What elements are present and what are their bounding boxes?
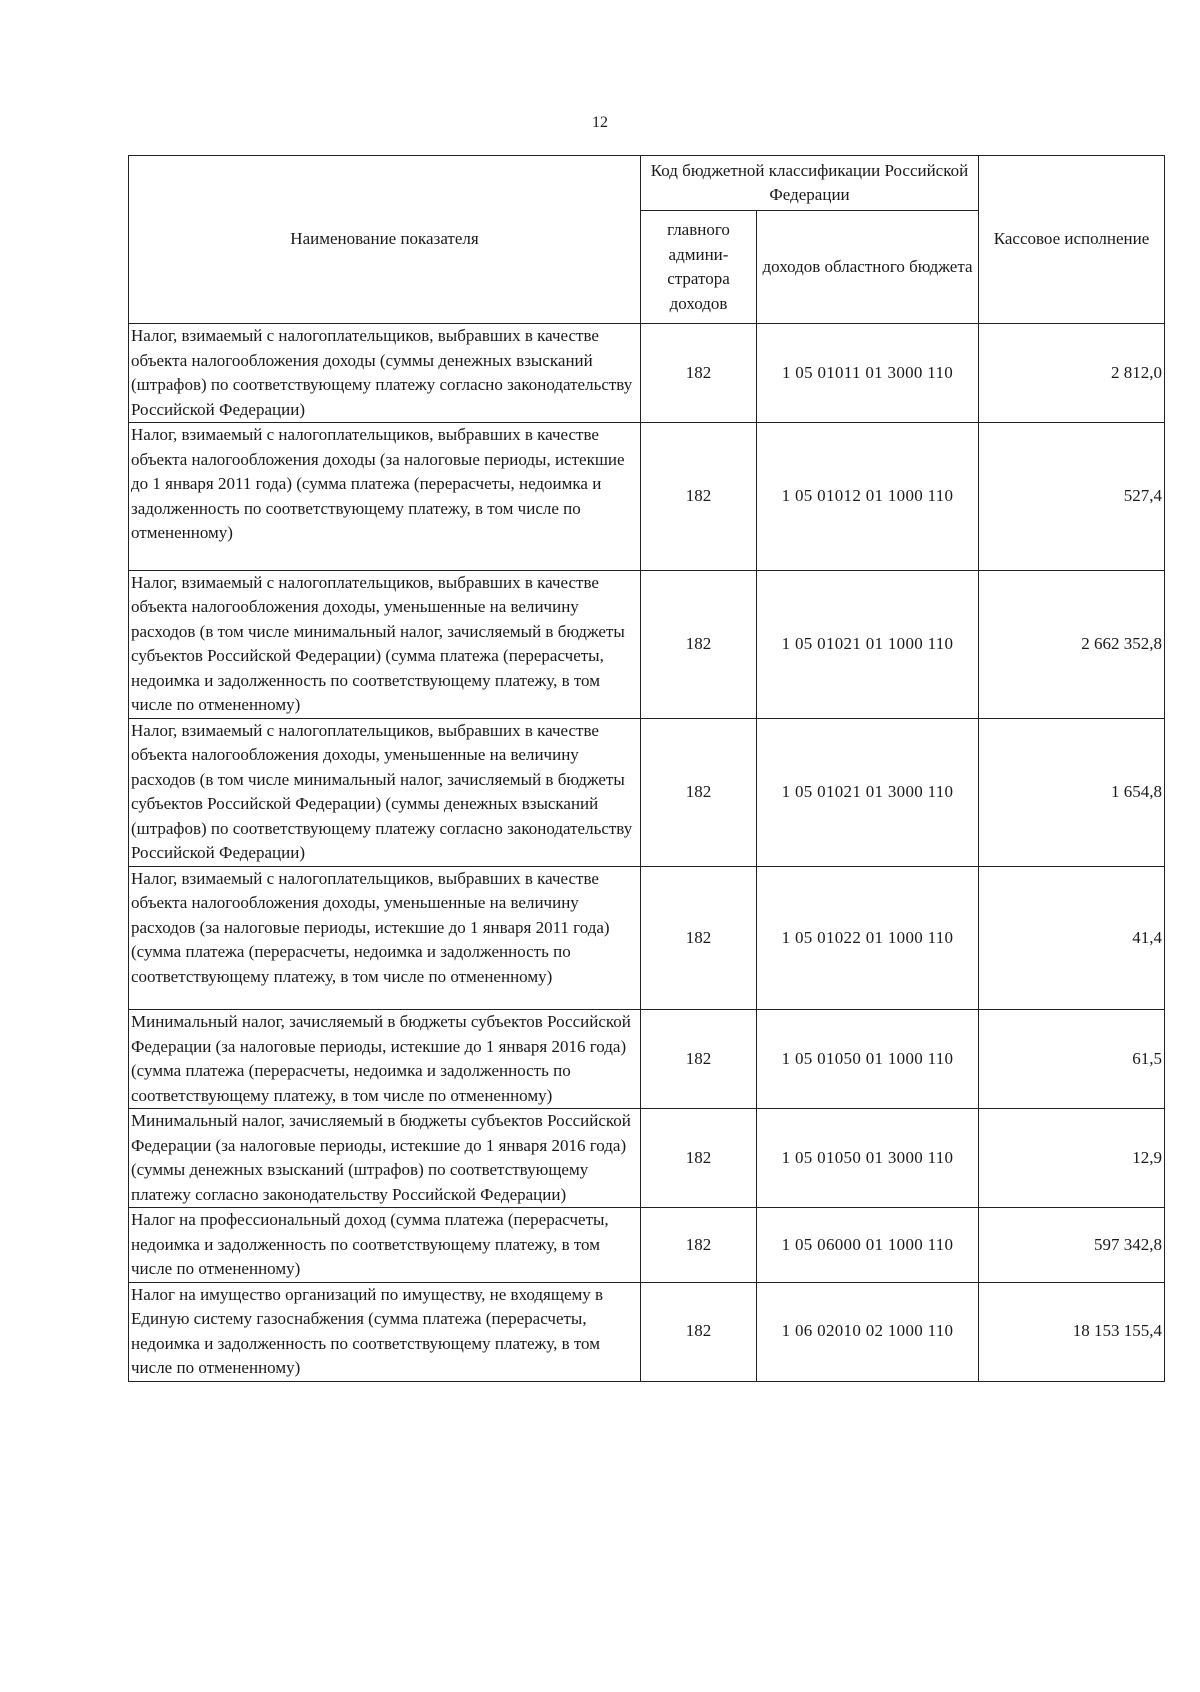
row-cash-execution: 2 812,0 [979,324,1165,423]
row-indicator-name: Налог, взимаемый с налогоплательщиков, выбравших в качестве объекта налогообложения доходы (суммы денежных взысканий (штрафов) по соответствующему платежу согласно законодательству Российской Федерации) [129,324,641,423]
header-regional-budget-revenue-code: доходов областного бюджета [757,211,979,324]
header-cash-execution: Кассовое исполнение [979,156,1165,324]
row-admin-code: 182 [641,866,757,1010]
row-cash-execution: 2 662 352,8 [979,570,1165,718]
table-row [129,1109,1165,1208]
row-budget-code: 1 05 01021 01 1000 110 [757,570,979,718]
header-budget-classification-code: Код бюджетной классификации Российской Федерации [641,156,979,211]
row-budget-code: 1 05 01022 01 1000 110 [757,866,979,1010]
row-budget-code: 1 05 01012 01 1000 110 [757,423,979,571]
row-cash-execution: 527,4 [979,423,1165,571]
row-budget-code: 1 05 01050 01 1000 110 [757,1010,979,1109]
table-row [129,1010,1165,1109]
row-indicator-name: Минимальный налог, зачисляемый в бюджеты субъектов Российской Федерации (за налоговые периоды, истекшие до 1 января 2016 года) (суммы денежных взысканий (штрафов) по соответствующему платежу согласно законодательству Российской Федерации) [129,1109,641,1208]
row-cash-execution: 41,4 [979,866,1165,1010]
row-indicator-name: Налог на имущество организаций по имуществу, не входящему в Единую систему газоснабжения (сумма платежа (перерасчеты, недоимка и задолженность по соответствующему платежу, в том числе по отмененному) [129,1282,641,1381]
row-admin-code: 182 [641,423,757,571]
row-indicator-name: Минимальный налог, зачисляемый в бюджеты субъектов Российской Федерации (за налоговые периоды, истекшие до 1 января 2016 года) (сумма платежа (перерасчеты, недоимка и задолженность по соответствующему платежу, в том числе по отмененному) [129,1010,641,1109]
page-number: 12 [592,114,608,131]
row-indicator-name: Налог, взимаемый с налогоплательщиков, выбравших в качестве объекта налогообложения доходы, уменьшенные на величину расходов (в том числе минимальный налог, зачисляемый в бюджеты субъектов Российской Федерации) (суммы денежных взысканий (штрафов) по соответствующему платежу согласно законодательству Российской Федерации) [129,718,641,866]
row-indicator-name: Налог на профессиональный доход (сумма платежа (перерасчеты, недоимка и задолженность по соответствующему платежу, в том числе по отмененному) [129,1208,641,1283]
row-admin-code: 182 [641,1109,757,1208]
table-row [129,1282,1165,1381]
row-budget-code: 1 05 01021 01 3000 110 [757,718,979,866]
table-row [129,423,1165,571]
row-indicator-name: Налог, взимаемый с налогоплательщиков, выбравших в качестве объекта налогообложения доходы, уменьшенные на величину расходов (в том числе минимальный налог, зачисляемый в бюджеты субъектов Российской Федерации) (сумма платежа (перерасчеты, недоимка и задолженность по соответствующему платежу, в том числе по отмененному) [129,570,641,718]
row-budget-code: 1 06 02010 02 1000 110 [757,1282,979,1381]
row-indicator-name: Налог, взимаемый с налогоплательщиков, выбравших в качестве объекта налогообложения доходы (за налоговые периоды, истекшие до 1 января 2011 года) (сумма платежа (перерасчеты, недоимка и задолженность по соответствующему платежу, в том числе по отмененному) [129,423,641,571]
table-row [129,1208,1165,1283]
header-indicator-name: Наименование показателя [129,156,641,324]
row-cash-execution: 1 654,8 [979,718,1165,866]
row-indicator-name: Налог, взимаемый с налогоплательщиков, выбравших в качестве объекта налогообложения доходы, уменьшенные на величину расходов (за налоговые периоды, истекшие до 1 января 2011 года) (сумма платежа (перерасчеты, недоимка и задолженность по соответствующему платежу, в том числе по отмененному) [129,866,641,1010]
row-cash-execution: 61,5 [979,1010,1165,1109]
row-budget-code: 1 05 01011 01 3000 110 [757,324,979,423]
row-admin-code: 182 [641,1208,757,1283]
budget-revenue-table [128,155,1165,1382]
row-admin-code: 182 [641,718,757,866]
row-cash-execution: 12,9 [979,1109,1165,1208]
row-budget-code: 1 05 06000 01 1000 110 [757,1208,979,1283]
row-admin-code: 182 [641,1010,757,1109]
table-row [129,866,1165,1010]
row-admin-code: 182 [641,324,757,423]
row-budget-code: 1 05 01050 01 3000 110 [757,1109,979,1208]
table-row [129,718,1165,866]
row-admin-code: 182 [641,570,757,718]
row-cash-execution: 18 153 155,4 [979,1282,1165,1381]
row-admin-code: 182 [641,1282,757,1381]
table-row [129,324,1165,423]
row-cash-execution: 597 342,8 [979,1208,1165,1283]
table-row [129,570,1165,718]
header-chief-administrator: главного админи-стратора доходов [641,211,757,324]
